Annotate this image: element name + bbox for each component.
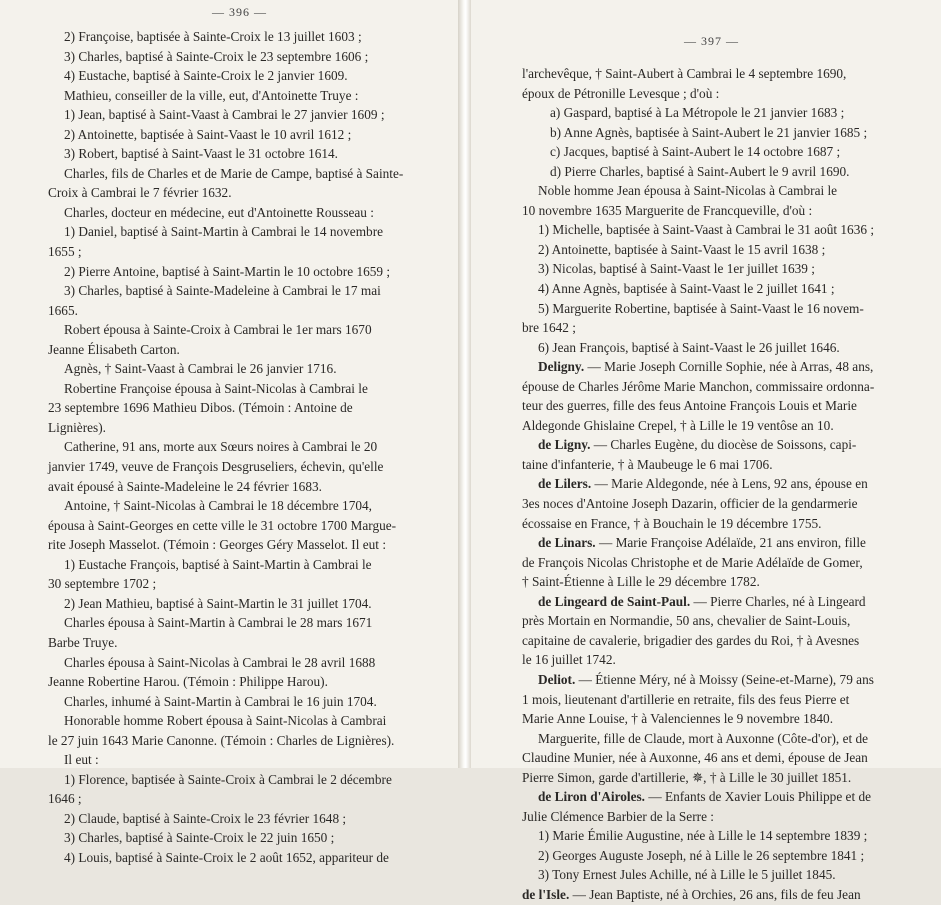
text-line: 1655 ; [48, 244, 82, 260]
text-line: Jeanne Robertine Harou. (Témoin : Philippe Harou). [48, 674, 328, 690]
text-line: 2) Antoinette, baptisée à Saint-Vaast le 10 avril 1612 ; [64, 126, 352, 142]
text-line: Catherine, 91 ans, morte aux Sœurs noires à Cambrai le 20 [64, 439, 378, 455]
text-line: l'archevêque, † Saint-Aubert à Cambrai le 4 septembre 1690, [522, 66, 847, 81]
text-line: 3) Tony Ernest Jules Achille, né à Lille le 5 juillet 1845. [538, 867, 836, 883]
text-line: 1) Daniel, baptisé à Saint-Martin à Cambrai le 14 novembre [64, 224, 384, 240]
text-line: 2) Claude, baptisé à Sainte-Croix le 23 février 1648 ; [64, 810, 347, 826]
text-line: Charles, fils de Charles et de Marie de Campe, baptisé à Sainte- [64, 165, 404, 181]
book-gutter [458, 0, 471, 768]
text-line: Julie Clémence Barbier de la Serre : [522, 808, 714, 824]
text-line: † Saint-Étienne à Lille le 29 décembre 1782. [522, 574, 760, 590]
text-line: taine d'infanterie, † à Maubeuge le 6 mai 1706. [522, 456, 773, 472]
text-line: 1665. [48, 302, 78, 318]
page-body [48, 27, 430, 868]
entry-surname: de Ligny. [538, 437, 591, 453]
entry-surname: de Liron d'Airoles. [538, 789, 646, 805]
text-line: bre 1642 ; [522, 320, 576, 336]
text-line: janvier 1749, veuve de François Desgruseliers, échevin, qu'elle [48, 459, 384, 475]
page-number: — 396 — [212, 5, 267, 19]
text-line: 3) Nicolas, baptisé à Saint-Vaast le 1er juillet 1639 ; [538, 261, 815, 277]
text-line: de François Nicolas Christophe et de Marie Adélaïde de Gomer, [522, 554, 863, 570]
left-page [0, 0, 458, 865]
text-line: Noble homme Jean épousa à Saint-Nicolas à Cambrai le [538, 183, 838, 199]
page-body [522, 64, 909, 905]
text-line: b) Anne Agnès, baptisée à Saint-Aubert le 21 janvier 1685 ; [550, 124, 868, 140]
text-line: Croix à Cambrai le 7 février 1632. [48, 185, 232, 201]
text-line: 3) Charles, baptisé à Sainte-Croix le 22 juin 1650 ; [64, 830, 335, 846]
entry-surname: de Lilers. [538, 476, 592, 492]
entry-surname: de Lingeard de Saint-Paul. [538, 593, 691, 609]
text-line: 6) Jean François, baptisé à Saint-Vaast le 26 juillet 1646. [538, 339, 840, 355]
text-line: 4) Anne Agnès, baptisée à Saint-Vaast le 2 juillet 1641 ; [538, 281, 835, 297]
text-line: Charles, inhumé à Saint-Martin à Cambrai le 16 juin 1704. [64, 693, 377, 709]
text-line: 30 septembre 1702 ; [48, 576, 157, 592]
text-line: teur des guerres, fille des feus Antoine François Louis et Marie [522, 398, 857, 414]
text-line: près Mortain en Normandie, 50 ans, chevalier de Saint-Louis, [522, 613, 851, 629]
text-line: Charles épousa à Saint-Martin à Cambrai le 28 mars 1671 [64, 615, 373, 631]
text-line: Antoine, † Saint-Nicolas à Cambrai le 18 décembre 1704, [64, 498, 372, 514]
text-line: Marie Anne Louise, † à Valenciennes le 9 novembre 1840. [522, 711, 834, 727]
text-line: 2) Françoise, baptisée à Sainte-Croix le 13 juillet 1603 ; [64, 29, 362, 44]
text-line: d) Pierre Charles, baptisé à Saint-Aubert le 9 avril 1690. [550, 163, 850, 179]
text-line: Il eut : [64, 752, 99, 768]
text-line: 4) Eustache, baptisé à Sainte-Croix le 2 janvier 1609. [64, 68, 348, 84]
text-line: 2) Georges Auguste Joseph, né à Lille le 26 septembre 1841 ; [538, 847, 865, 863]
text-line: 1646 ; [48, 791, 82, 807]
text-line: a) Gaspard, baptisé à La Métropole le 21 janvier 1683 ; [550, 105, 845, 121]
text-line: le 16 juillet 1742. [522, 652, 616, 668]
text-line: 3) Charles, baptisé à Sainte-Madeleine à Cambrai le 17 mai [64, 283, 381, 299]
page-number: — 397 — [684, 34, 739, 48]
text-line: 1) Eustache François, baptisé à Saint-Martin à Cambrai le [64, 556, 372, 572]
text-line: le 27 juin 1643 Marie Canonne. (Témoin : Charles de Lignières). [48, 732, 395, 748]
text-line: épouse de Charles Jérôme Marie Manchon, commissaire ordonna- [522, 378, 875, 394]
text-line: Marguerite, fille de Claude, mort à Auxonne (Côte-d'or), et de [538, 730, 869, 746]
entry-surname: Deligny. [538, 359, 585, 375]
entry-surname: Deliot. [538, 671, 576, 687]
text-line: 23 septembre 1696 Mathieu Dibos. (Témoin : Antoine de [48, 400, 353, 416]
text-line: Lignières). [48, 419, 106, 435]
text-line: c) Jacques, baptisé à Saint-Aubert le 14 octobre 1687 ; [550, 144, 841, 160]
text-line: 1 mois, lieutenant d'artillerie en retraite, fils des feus Pierre et [522, 691, 850, 707]
text-line: Pierre Simon, garde d'artillerie, ✵, † à Lille le 30 juillet 1851. [522, 769, 852, 785]
text-line: 1) Marie Émilie Augustine, née à Lille le 14 septembre 1839 ; [538, 828, 868, 844]
text-line: écossaise en France, † à Bouchain le 19 décembre 1755. [522, 515, 822, 531]
text-line: 3) Robert, baptisé à Saint-Vaast le 31 octobre 1614. [64, 146, 338, 162]
text-line: Deliot. — Étienne Méry, né à Moissy (Seine-et-Marne), 79 ans [538, 671, 874, 687]
text-line: avait épousé à Sainte-Madeleine le 24 février 1683. [48, 478, 322, 494]
entry-surname: de l'Isle. [522, 886, 570, 902]
text-line: Barbe Truye. [48, 634, 118, 650]
text-line: 1) Michelle, baptisée à Saint-Vaast à Cambrai le 31 août 1636 ; [538, 222, 875, 238]
text-line: épousa à Saint-Georges en cette ville le 31 octobre 1700 Margue- [48, 517, 397, 533]
text-line: de l'Isle. — Jean Baptiste, né à Orchies, 26 ans, fils de feu Jean [522, 886, 861, 902]
text-line: Jeanne Élisabeth Carton. [48, 341, 180, 357]
text-line: Mathieu, conseiller de la ville, eut, d'Antoinette Truye : [64, 87, 359, 103]
text-line: 10 novembre 1635 Marguerite de Francqueville, d'où : [522, 202, 813, 218]
text-line: 4) Louis, baptisé à Sainte-Croix le 2 août 1652, appariteur de [64, 849, 389, 865]
text-line: Robert épousa à Sainte-Croix à Cambrai le 1er mars 1670 [64, 322, 372, 338]
text-line: de Lingeard de Saint-Paul. — Pierre Charles, né à Lingeard [538, 593, 866, 609]
text-line: capitaine de cavalerie, brigadier des gardes du Roi, † à Avesnes [522, 632, 860, 648]
text-line: Robertine Françoise épousa à Saint-Nicolas à Cambrai le [64, 380, 368, 396]
text-line: Claudine Munier, née à Auxonne, 46 ans et demi, épouse de Jean [522, 750, 868, 766]
text-line: de Liron d'Airoles. — Enfants de Xavier Louis Philippe et de [538, 789, 872, 805]
text-line: 5) Marguerite Robertine, baptisée à Saint-Vaast le 16 novem- [538, 300, 864, 316]
text-line: 2) Pierre Antoine, baptisé à Saint-Martin le 10 octobre 1659 ; [64, 263, 391, 279]
text-line: 1) Jean, baptisé à Saint-Vaast à Cambrai le 27 janvier 1609 ; [64, 107, 385, 123]
right-page [471, 0, 941, 902]
text-line: 2) Antoinette, baptisée à Saint-Vaast le 15 avril 1638 ; [538, 241, 826, 257]
text-line: Charles épousa à Saint-Nicolas à Cambrai le 28 avril 1688 [64, 654, 376, 670]
text-line: 2) Jean Mathieu, baptisé à Saint-Martin le 31 juillet 1704. [64, 595, 372, 611]
entry-surname: de Linars. [538, 535, 596, 551]
text-line: Agnès, † Saint-Vaast à Cambrai le 26 janvier 1716. [64, 361, 337, 377]
text-line: rite Joseph Masselot. (Témoin : Georges Géry Masselot. Il eut : [48, 537, 387, 553]
text-line: Honorable homme Robert épousa à Saint-Nicolas à Cambrai [64, 713, 387, 729]
text-line: de Ligny. — Charles Eugène, du diocèse de Soissons, capi- [538, 437, 857, 453]
text-line: époux de Pétronille Levesque ; d'où : [522, 85, 720, 101]
text-line: 3es noces d'Antoine Joseph Dazarin, officier de la gendarmerie [522, 496, 858, 512]
text-line: Deligny. — Marie Joseph Cornille Sophie, née à Arras, 48 ans, [538, 359, 874, 375]
text-line: Aldegonde Ghislaine Crepel, † à Lille le 19 ventôse an 10. [522, 417, 834, 433]
text-line: 1) Florence, baptisée à Sainte-Croix à Cambrai le 2 décembre [64, 771, 392, 787]
text-line: 3) Charles, baptisé à Sainte-Croix le 23 septembre 1606 ; [64, 48, 369, 64]
text-line: Charles, docteur en médecine, eut d'Antoinette Rousseau : [64, 204, 374, 220]
text-line: de Lilers. — Marie Aldegonde, née à Lens, 92 ans, épouse en [538, 476, 868, 492]
text-line: de Linars. — Marie Françoise Adélaïde, 21 ans environ, fille [538, 535, 866, 551]
